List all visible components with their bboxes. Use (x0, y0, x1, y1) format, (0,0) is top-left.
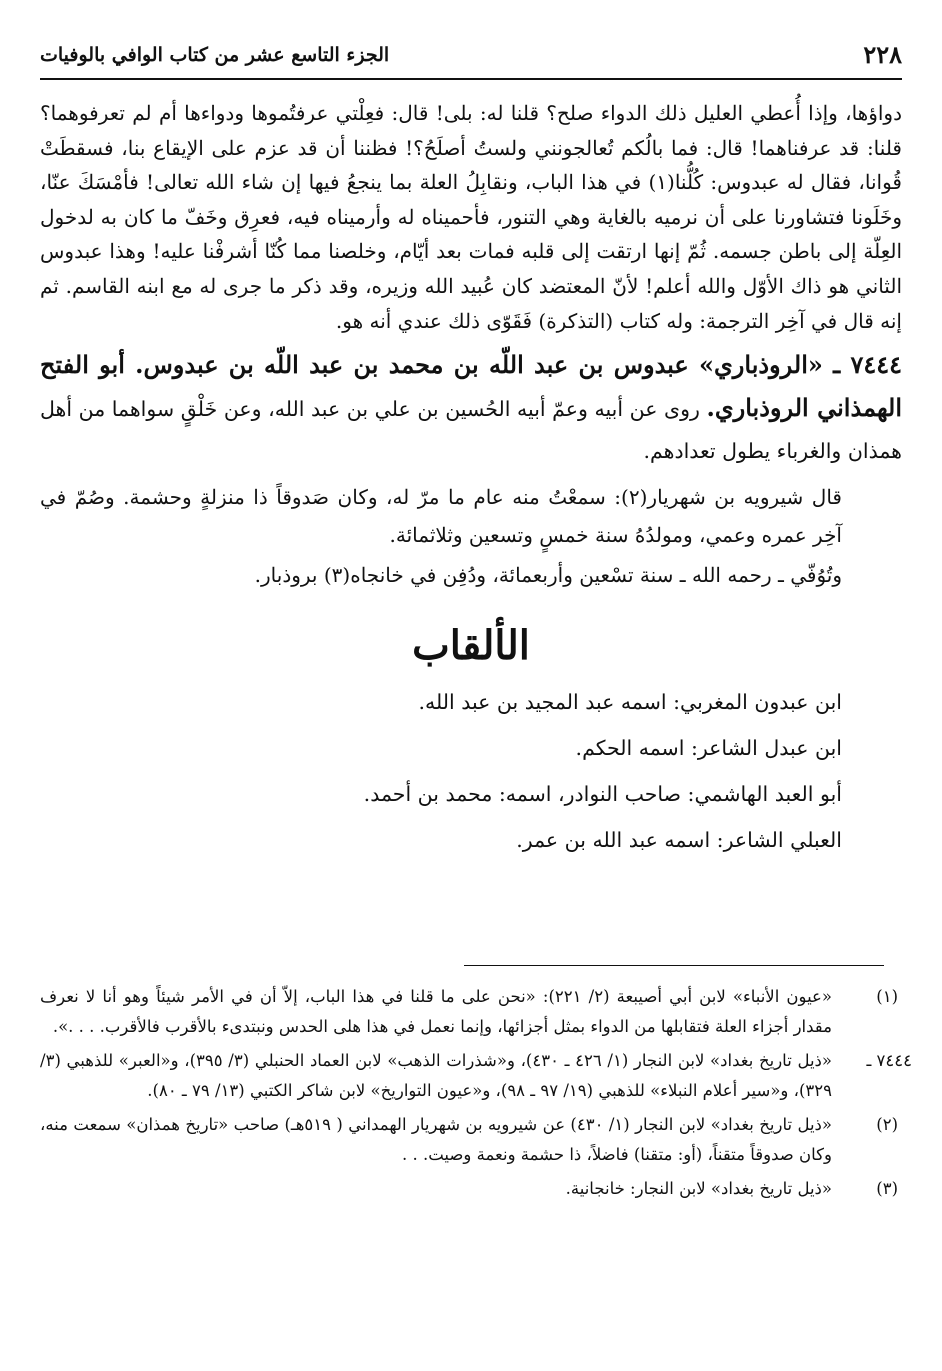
list-item: أبو العبد الهاشمي: صاحب النوادر، اسمه: محمد بن أحمد. (363, 782, 842, 807)
main-text (40, 96, 902, 863)
footnote-text: «عيون الأنباء» لابن أبي أصيبعة (٢/ ٢٢١): «نحن على ما قلنا في هذا الباب، إلاّ أن في الأمر شيئاً وهو أنا لا نعرف مقدار أجزاء العلة فتقابلها من الدواء بمثل أجزائها، وإنما نعمل في هذا هلى الحدس ونبتدىء بالأقرب فالأقرب. . . .». (40, 987, 832, 1036)
footnote-number: ٧٤٤٤ ـ (866, 1051, 912, 1070)
biography-entry (40, 344, 902, 472)
footnote (40, 1046, 912, 1106)
section-heading: الألقاب (412, 622, 530, 670)
page-number: ٢٢٨ (863, 40, 902, 69)
list-item: ابن عبدل الشاعر: اسمه الحكم. (575, 736, 842, 761)
alqab-list (40, 679, 902, 863)
footnote-number: (٢) (876, 1115, 898, 1134)
footnote-number: (١) (876, 987, 898, 1006)
entry-death: وتُوُفّي ـ رحمه الله ـ سنة تسْعين وأربعمائة، ودُفِن في خانجاه(٣) بروذبار. (254, 563, 842, 588)
footnote-divider (464, 965, 884, 966)
footnote-text: «ذيل تاريخ بغداد» لابن النجار (١/ ٤٣٠) عن شيرويه بن شهريار الهمداني ( ٥١٩هـ) صاحب «تاريخ همذان» سمعت منه، وكان صدوقاً متقناً، (أو: متقنا) فاضلاً، ذا حشمة ونعمة وصيت. . . (40, 1115, 832, 1164)
footnote (40, 982, 902, 1042)
list-item: ابن عبدون المغربي: اسمه عبد المجيد بن عبد الله. (418, 690, 842, 715)
footnote-text: «ذيل تاريخ بغداد» لابن النجار: خانجانية. (565, 1179, 832, 1198)
book-title: الجزء التاسع عشر من كتاب الوافي بالوفيات (40, 44, 390, 66)
footnote (40, 1110, 902, 1170)
entry-heading: ٧٤٤٤ ـ «الروذباري» عبدوس بن عبد اللّه بن محمد بن عبد اللّه بن عبدوس. أبو الفتح الهمذاني الروذباري. (40, 350, 902, 423)
footnote-number: (٣) (876, 1179, 898, 1198)
entry-body: روى عن أبيه وعمّ أبيه الحُسين بن علي بن عبد الله، وعن خَلْقٍ سواهما من أهل همذان والغرباء يطول تعدادهم. (40, 397, 902, 464)
running-header (40, 38, 902, 80)
continuation-paragraph: دواؤها، وإذا أُعطي العليل ذلك الدواء صلح؟ قلنا له: بلى! قال: فعِلْتي عرفتُموها ودواءها أم لم تعرفوهما؟ قلنا: قد عرفناهما! قال: فما بالُكم تُعالجونني ولستُ أصلَحُ؟! فظننا أن قد عزم على الإيقاع بنا، فسقطَتْ قُوانا، فقال له عبدوس: كُلُّنا(١) في هذا الباب، ونقابِلُ العلة بما ينجعُ فيها إن شاء الله تعالى! فأمْسَكَ عنّا، وخَلَونا فتشاورنا على أن نرميه بالغاية وهي التنور، فأحميناه له وأرميناه فيه، فعرِق وخَفّ ما كان به لدخول العِلّة إلى باطن جسمه. ثُمّ إنها ارتقت إلى قلبه فمات بعد أيّام، وخلصنا مما كُنّا أشرفْنا عليه! وهذا عبدوس الثاني هو ذاك الأوّل والله أعلم! لأنّ المعتضد كان عُبيد الله وزيره، وقد ذكر ما جرى له مع ابنه القاسم. ثم إنه قال في آخِر الترجمة: وله كتاب (التذكرة) فَقَوّى ذلك عندي أنه هو. (40, 101, 902, 333)
footnotes (40, 982, 912, 1208)
footnote-text: «ذيل تاريخ بغداد» لابن النجار (١/ ٤٢٦ ـ ٤٣٠)، و«شذرات الذهب» لابن العماد الحنبلي (٣/ ٣٩٥)، و«العبر» للذهبي (٣/ ٣٢٩)، و«سير أعلام النبلاء» للذهبي (١٩/ ٩٧ ـ ٩٨)، و«عيون التواريخ» لابن شاكر الكتبي (١٣/ ٧٩ ـ ٨٠). (40, 1051, 832, 1100)
entry-quote: قال شيرويه بن شهريار(٢): سمعْتُ منه عام ما مرّ له، وكان صَدوقاً ذا منزلةٍ وحشمة. وصُمّ في آخِر عمره وعمي، ومولدُهُ سنة خمسٍ وتسعين وثلاثمائة. (40, 485, 842, 548)
list-item: العبلي الشاعر: اسمه عبد الله بن عمر. (516, 828, 842, 853)
footnote (40, 1174, 902, 1204)
